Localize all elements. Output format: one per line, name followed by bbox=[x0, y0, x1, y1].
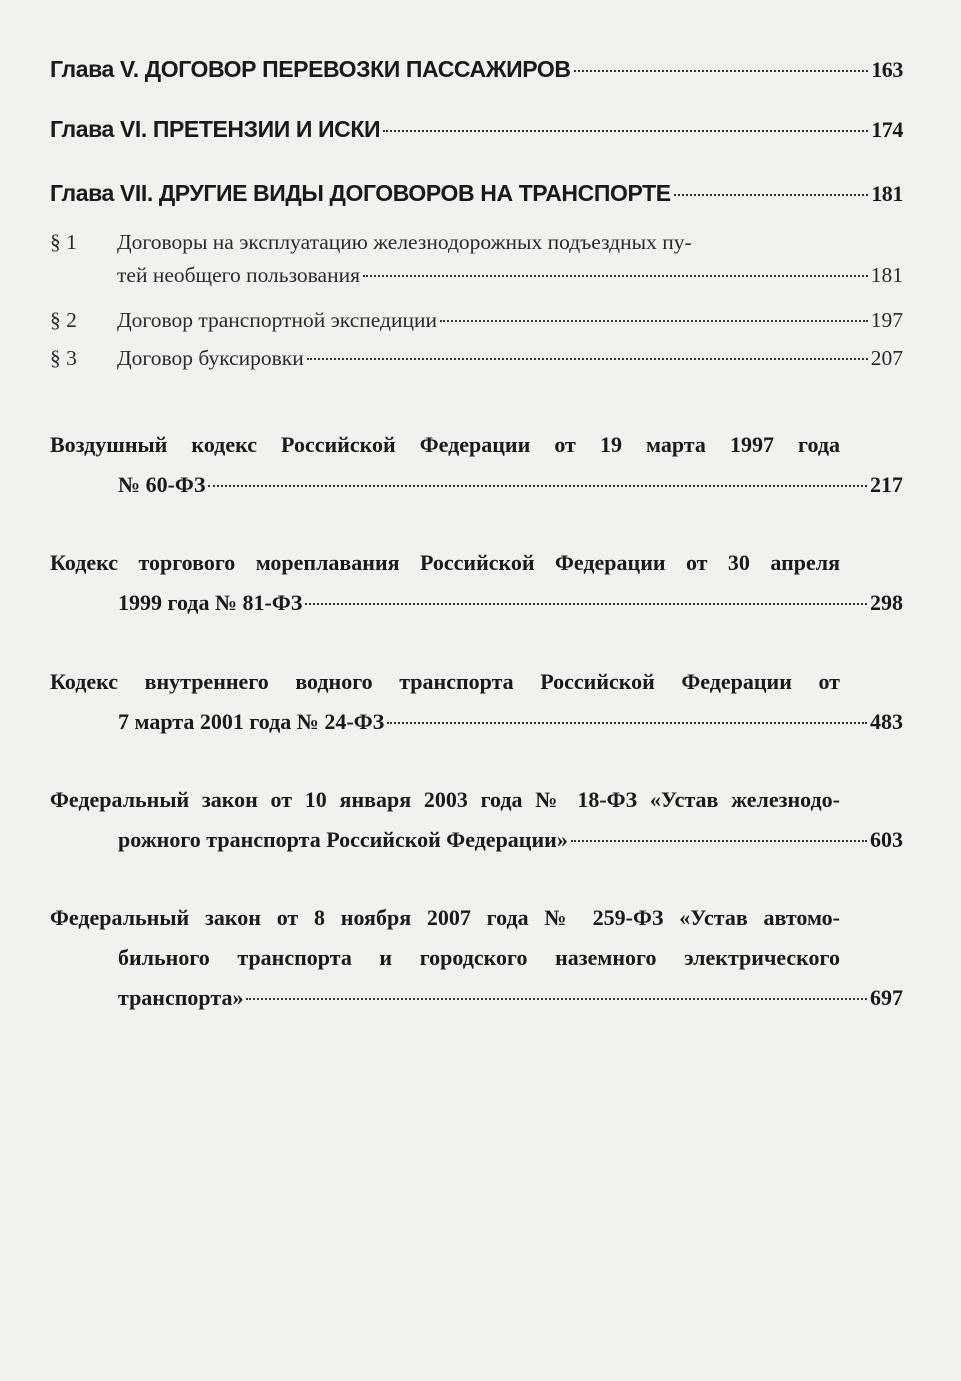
toc-page-number: 174 bbox=[871, 117, 903, 142]
toc-law-entry-4[interactable] bbox=[50, 787, 903, 853]
toc-section-line bbox=[50, 230, 903, 255]
dot-leader bbox=[307, 358, 868, 360]
toc-page-number: 207 bbox=[870, 346, 903, 370]
dot-leader bbox=[208, 485, 867, 487]
toc-page-number: 697 bbox=[870, 985, 903, 1010]
law-title-last-line bbox=[50, 472, 903, 498]
toc-page-number: 181 bbox=[871, 181, 903, 206]
toc-law-entry-1[interactable] bbox=[50, 432, 903, 498]
section-number: § 1 bbox=[50, 230, 77, 254]
toc-law-entry-3[interactable] bbox=[50, 669, 903, 735]
dot-leader bbox=[574, 70, 869, 72]
law-title-line-3: транспорта» bbox=[118, 985, 244, 1010]
toc-page-number: 298 bbox=[870, 590, 903, 615]
law-title-line-1: Кодекс торгового мореплавания Российской Федерации от 30 апреля bbox=[50, 550, 840, 575]
law-title-line-1: Федеральный закон от 10 января 2003 года № 18-ФЗ «Устав железнодо- bbox=[50, 787, 840, 812]
law-title-last-line bbox=[50, 827, 903, 853]
toc-section-1[interactable] bbox=[50, 230, 903, 288]
law-title-line-2: 1999 года № 81-ФЗ bbox=[118, 590, 303, 615]
dot-leader bbox=[571, 840, 867, 842]
toc-page-number: 197 bbox=[870, 308, 903, 332]
dot-leader bbox=[440, 320, 868, 322]
law-title-line-2: № 60-ФЗ bbox=[118, 472, 206, 497]
section-number: § 3 bbox=[50, 346, 77, 370]
toc-section-3[interactable] bbox=[50, 346, 903, 371]
toc-section-line bbox=[50, 263, 903, 288]
toc-law-entry-2[interactable] bbox=[50, 550, 903, 616]
toc-page-number: 163 bbox=[871, 57, 903, 82]
law-title-line-1: Федеральный закон от 8 ноября 2007 года № 259-ФЗ «Устав автомо- bbox=[50, 905, 840, 930]
dot-leader bbox=[383, 130, 868, 132]
toc-page-number: 483 bbox=[870, 709, 903, 734]
dot-leader bbox=[363, 275, 868, 277]
law-title-line-1: Воздушный кодекс Российской Федерации от 19 марта 1997 года bbox=[50, 432, 840, 457]
toc-page-number: 603 bbox=[870, 827, 903, 852]
law-title-last-line bbox=[50, 590, 903, 616]
dot-leader bbox=[387, 722, 867, 724]
law-title-line-2: бильного транспорта и городского наземного электрического bbox=[118, 945, 840, 970]
toc-entry-title: Глава VII. ДРУГИЕ ВИДЫ ДОГОВОРОВ НА ТРАНСПОРТЕ bbox=[50, 180, 671, 206]
toc-entry-chapter-5[interactable] bbox=[50, 56, 903, 83]
dot-leader bbox=[674, 194, 868, 196]
dot-leader bbox=[246, 998, 867, 1000]
law-title-line-2: 7 марта 2001 года № 24-ФЗ bbox=[118, 709, 385, 734]
toc-entry-chapter-7[interactable] bbox=[50, 180, 903, 207]
section-title-line-2: тей необщего пользования bbox=[117, 263, 360, 287]
toc-entry-title: Глава VI. ПРЕТЕНЗИИ И ИСКИ bbox=[50, 116, 381, 142]
law-title-line-2: рожного транспорта Российской Федерации» bbox=[118, 827, 568, 852]
section-title: Договор буксировки bbox=[117, 346, 304, 370]
toc-page-number: 181 bbox=[870, 263, 903, 287]
section-title-line-1: Договоры на эксплуатацию железнодорожных подъездных пу- bbox=[117, 230, 692, 254]
toc-entry-title: Глава V. ДОГОВОР ПЕРЕВОЗКИ ПАССАЖИРОВ bbox=[50, 56, 571, 82]
toc-law-entry-5[interactable] bbox=[50, 905, 903, 1011]
toc-entry-chapter-6[interactable] bbox=[50, 116, 903, 143]
toc-page-number: 217 bbox=[870, 472, 903, 497]
law-title-last-line bbox=[50, 709, 903, 735]
law-title-line-1: Кодекс внутреннего водного транспорта Российской Федерации от bbox=[50, 669, 840, 694]
section-number: § 2 bbox=[50, 308, 77, 332]
dot-leader bbox=[305, 603, 867, 605]
section-title: Договор транспортной экспедиции bbox=[117, 308, 437, 332]
toc-section-2[interactable] bbox=[50, 308, 903, 333]
law-title-last-line bbox=[50, 985, 903, 1011]
